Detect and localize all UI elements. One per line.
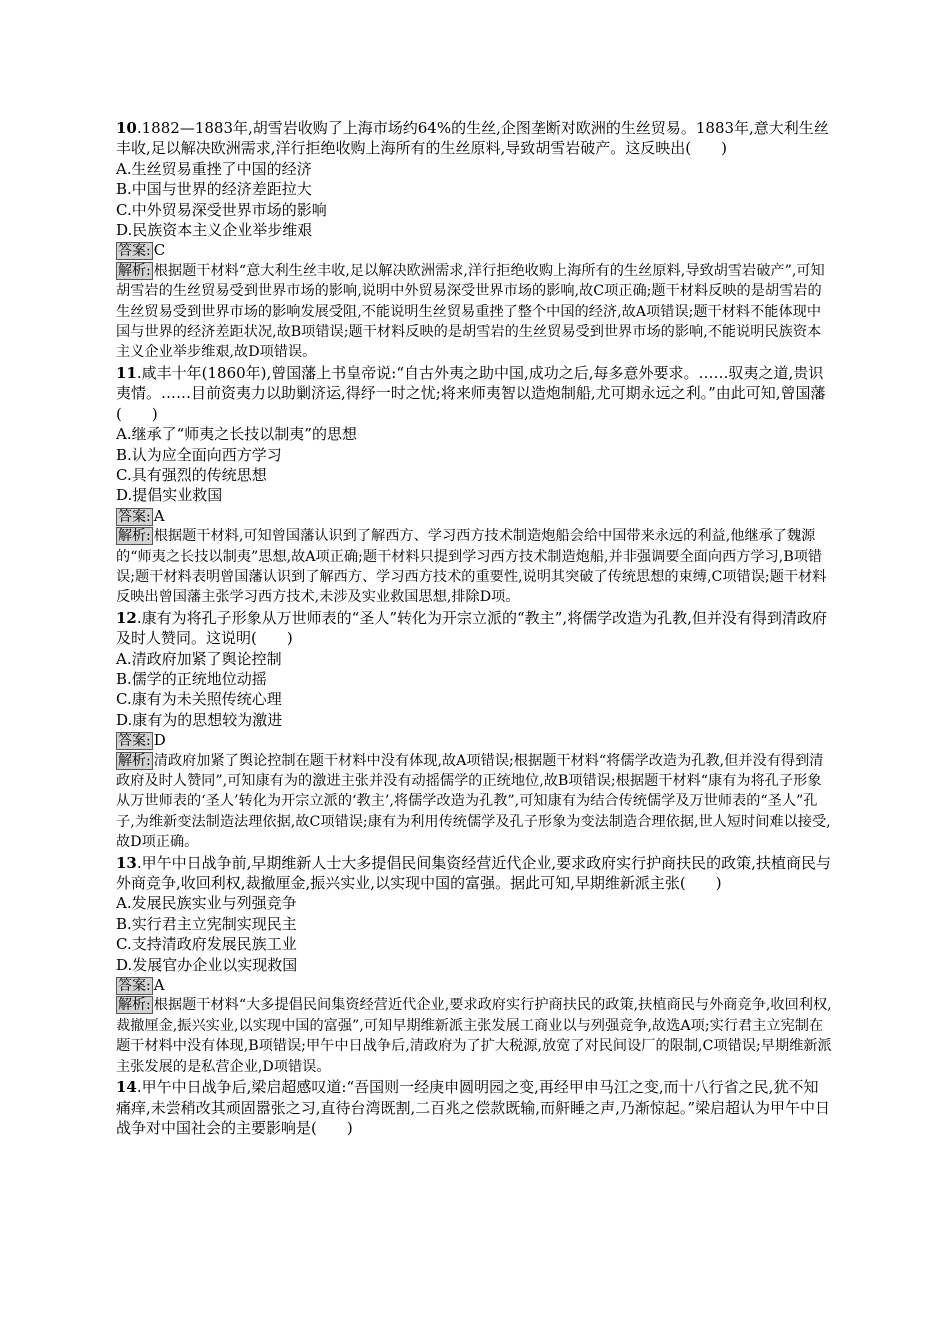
question-10: [116, 118, 832, 363]
explanation: [116, 995, 832, 1077]
answer-tag: 答案:: [118, 243, 151, 260]
option-a: A.发展民族实业与列强竞争: [116, 894, 297, 913]
stem-text: .1882—1883年,胡雪岩收购了上海市场约64%的生丝,企图垄断对欧洲的生丝贸易。1883年,意大利生丝丰收,足以解决欧洲需求,洋行拒绝收购上海所有的生丝原料,导致胡雪岩破产。这反映出( ): [116, 119, 829, 158]
explain-tag: 解析:: [118, 997, 151, 1014]
explanation-text: 根据题干材料,可知曾国藩认识到了解西方、学习西方技术制造炮船会给中国带来永远的利益,他继承了魏源的“师夷之长技以制夷”思想,故A项正确;题干材料只提到学习西方技术制造炮船,并非强调要全面向西方学习,B项错误;题干材料表明曾国藩认识到了解西方、学习西方技术的重要性,说明其突破了传统思想的束缚,C项错误;题干材料反映出曾国藩主张学习西方技术,未涉及实业救国思想,排除D项。: [116, 528, 827, 606]
stem-text: .甲午中日战争前,早期维新人士大多提倡民间集资经营近代企业,要求政府实行护商扶民的政策,扶植商民与外商竞争,收回利权,裁撤厘金,振兴实业,以实现中国的富强。据此可知,早期维新派主张( ): [116, 853, 831, 893]
answer-line: [116, 506, 832, 526]
explanation: [116, 751, 832, 853]
option-d: D.提倡实业救国: [116, 486, 223, 505]
option-c: C.支持清政府发展民族工业: [116, 935, 297, 954]
answer-value: A: [153, 506, 165, 525]
explanation-text: 根据题干材料“大多提倡民间集资经营近代企业,要求政府实行护商扶民的政策,扶植商民与外商竞争,收回利权,裁撤厘金,振兴实业,以实现中国的富强”,可知早期维新派主张发展工商业以与列强竞争,故选A项;实行君主立宪制在题干材料中没有体现,B项错误;甲午中日战争后,清政府为了扩大税源,放宽了对民间设厂的限制,C项错误;早期维新派主张发展的是私营企业,D项错误。: [116, 997, 832, 1075]
option-b: B.实行君主立宪制实现民主: [116, 914, 297, 933]
explanation-text: 清政府加紧了舆论控制在题干材料中没有体现,故A项错误;根据题干材料“将儒学改造为孔教,但并没有得到清政府及时人赞同”,可知康有为的激进主张并没有动摇儒学的正统地位,故B项错误;根据题干材料“康有为将孔子形象从万世师表的‘圣人’转化为开宗立派的‘教主’,将儒学改造为孔教”,可知康有为结合传统儒学及万世师表的“圣人”孔子,为维新变法制造法理依据,故C项错误;康有为利用传统儒学及孔子形象为变法制造合理依据,世人短时间难以接受,故D项正确。: [116, 752, 831, 851]
option-b: B.认为应全面向西方学习: [116, 445, 282, 464]
answer-tag: 答案:: [118, 508, 151, 525]
option-d: D.发展官办企业以实现救国: [116, 955, 298, 974]
question-stem: [116, 363, 832, 424]
answer-line: [116, 240, 832, 260]
option-c: C.具有强烈的传统思想: [116, 465, 267, 484]
option-d: D.民族资本主义企业举步维艰: [116, 221, 313, 240]
question-stem: [116, 1077, 832, 1138]
option-a: A.清政府加紧了舆论控制: [116, 649, 282, 668]
answer-line: [116, 730, 832, 750]
question-list: [116, 118, 832, 1138]
question-number: 12: [116, 608, 137, 627]
explain-tag: 解析:: [118, 262, 151, 279]
question-12: [116, 608, 832, 853]
option-a: A.生丝贸易重挫了中国的经济: [116, 159, 312, 178]
question-number: 14: [116, 1078, 137, 1097]
stem-text: .康有为将孔子形象从万世师表的“圣人”转化为开宗立派的“教主”,将儒学改造为孔教,但并没有得到清政府及时人赞同。这说明( ): [116, 608, 827, 648]
question-stem: [116, 853, 832, 894]
question-number: 11: [116, 363, 137, 382]
question-11: [116, 363, 832, 608]
answer-line: [116, 975, 832, 995]
question-stem: [116, 118, 832, 159]
option-b: B.儒学的正统地位动摇: [116, 669, 267, 688]
stem-text: .咸丰十年(1860年),曾国藩上书皇帝说:“自古外夷之助中国,成功之后,每多意外要求。……驭夷之道,贵识夷情。……目前资夷力以助剿济运,得纾一时之忧;将来师夷智以造炮制船,尤可期永远之利。”由此可知,曾国藩( ): [116, 363, 826, 423]
option-a: A.继承了“师夷之长技以制夷”的思想: [116, 425, 357, 444]
question-stem: [116, 608, 832, 649]
explain-tag: 解析:: [118, 752, 151, 769]
question-number: 13: [116, 853, 137, 872]
question-14: [116, 1077, 832, 1138]
answer-tag: 答案:: [118, 733, 151, 750]
explanation: [116, 526, 832, 608]
question-13: [116, 853, 832, 1077]
explanation-text: 根据题干材料“意大利生丝丰收,足以解决欧洲需求,洋行拒绝收购上海所有的生丝原料,导致胡雪岩破产”,可知胡雪岩的生丝贸易受到世界市场的影响,说明中外贸易深受世界市场的影响,故C项正确;题干材料反映的是胡雪岩的生丝贸易受到世界市场的影响发展受阻,不能说明生丝贸易重挫了整个中国的经济,故A项错误;题干材料不能体现中国与世界的经济差距状况,故B项错误;题干材料反映的是胡雪岩的生丝贸易受到世界市场的影响,不能说明民族资本主义企业举步维艰,故D项错误。: [116, 262, 825, 361]
answer-tag: 答案:: [118, 978, 151, 995]
stem-text: .甲午中日战争后,梁启超感叹道:“吾国则一经庚申圆明园之变,再经甲申马江之变,而十八行省之民,犹不知痛痒,未尝稍改其顽固嚣张之习,直待台湾既割,二百兆之偿款既输,而鼾睡之声,乃渐惊起。”梁启超认为甲午中日战争对中国社会的主要影响是( ): [116, 1078, 831, 1137]
question-number: 10: [116, 119, 137, 137]
explain-tag: 解析:: [118, 528, 151, 545]
option-b: B.中国与世界的经济差距拉大: [116, 180, 312, 199]
answer-value: C: [153, 241, 166, 260]
option-d: D.康有为的思想较为激进: [116, 710, 283, 729]
answer-value: D: [153, 731, 166, 750]
answer-value: A: [153, 976, 165, 995]
explanation: [116, 261, 832, 363]
option-c: C.中外贸易深受世界市场的影响: [116, 200, 327, 219]
option-c: C.康有为未关照传统心理: [116, 690, 282, 709]
